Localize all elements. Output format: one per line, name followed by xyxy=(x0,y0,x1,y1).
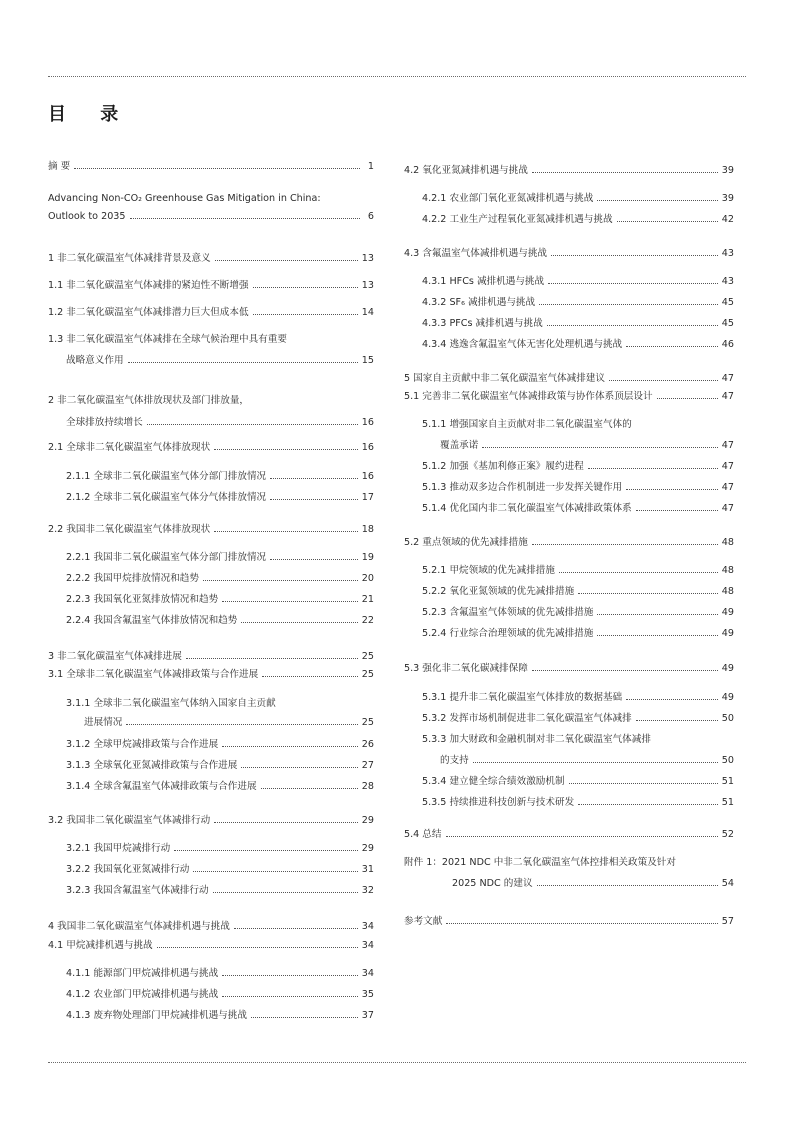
toc-entry[interactable]: 5.1.1 增强国家自主贡献对非二氧化碳温室气体的 xyxy=(422,419,632,430)
toc-entry[interactable]: 4.3.3 PFCs 减排机遇与挑战 45 xyxy=(422,318,734,329)
toc-entry[interactable]: 5.3 强化非二氧化碳减排保障 49 xyxy=(404,663,734,674)
toc-entry[interactable]: 2.1.1 全球非二氧化碳温室气体分部门排放情况 16 xyxy=(66,471,374,482)
toc-entry[interactable]: 4.2 氧化亚氮减排机遇与挑战 39 xyxy=(404,165,734,176)
toc-entry[interactable]: 的支持 50 xyxy=(440,755,734,766)
toc-entry[interactable]: Advancing Non-CO₂ Greenhouse Gas Mitigation in China: xyxy=(48,193,321,204)
toc-entry[interactable]: 5.2.3 含氟温室气体领域的优先减排措施 49 xyxy=(422,607,734,618)
toc-entry[interactable]: 1 非二氧化碳温室气体减排背景及意义 13 xyxy=(48,253,374,264)
toc-entry[interactable]: 5.1.2 加强《基加利修正案》履约进程 47 xyxy=(422,461,734,472)
toc-entry[interactable]: 战略意义作用 15 xyxy=(66,355,374,366)
toc-entry[interactable]: 4.1.1 能源部门甲烷减排机遇与挑战 34 xyxy=(66,968,374,979)
toc-entry[interactable]: 5.2.2 氧化亚氮领域的优先减排措施 48 xyxy=(422,586,734,597)
toc-entry[interactable]: 2.2.4 我国含氟温室气体排放情况和趋势 22 xyxy=(66,615,374,626)
toc-entry[interactable]: 4.1.2 农业部门甲烷减排机遇与挑战 35 xyxy=(66,989,374,1000)
toc-entry[interactable]: 3.1 全球非二氧化碳温室气体减排政策与合作进展 25 xyxy=(48,669,374,680)
toc-entry[interactable]: 4.2.1 农业部门氧化亚氮减排机遇与挑战 39 xyxy=(422,193,734,204)
toc-entry[interactable]: 3.1.1 全球非二氧化碳温室气体纳入国家自主贡献 xyxy=(66,698,276,709)
toc-entry[interactable]: 4.3 含氟温室气体减排机遇与挑战 43 xyxy=(404,248,734,259)
top-dotted-rule xyxy=(48,76,746,77)
toc-entry[interactable]: 2.2 我国非二氧化碳温室气体排放现状 18 xyxy=(48,524,374,535)
toc-entry[interactable]: 进展情况 25 xyxy=(84,717,374,728)
toc-entry[interactable]: 5.2.4 行业综合治理领域的优先减排措施 49 xyxy=(422,628,734,639)
bottom-dotted-rule xyxy=(48,1062,746,1063)
toc-entry[interactable]: 5.1.3 推动双多边合作机制进一步发挥关键作用 47 xyxy=(422,482,734,493)
toc-entry[interactable]: 5.3.2 发挥市场机制促进非二氧化碳温室气体减排 50 xyxy=(422,713,734,724)
toc-entry[interactable]: 全球排放持续增长 16 xyxy=(66,417,374,428)
toc-entry[interactable]: 5.2 重点领域的优先减排措施 48 xyxy=(404,537,734,548)
toc-entry[interactable]: 参考文献 57 xyxy=(404,916,734,927)
toc-entry[interactable]: 4.3.2 SF₆ 减排机遇与挑战 45 xyxy=(422,297,734,308)
toc-entry[interactable]: Outlook to 2035 6 xyxy=(48,211,374,222)
toc-entry[interactable]: 1.3 非二氧化碳温室气体减排在全球气候治理中具有重要 xyxy=(48,334,287,345)
toc-entry[interactable]: 3.2.2 我国氧化亚氮减排行动 31 xyxy=(66,864,374,875)
page-title: 目 录 xyxy=(48,104,133,125)
toc-entry[interactable]: 3 非二氧化碳温室气体减排进展 25 xyxy=(48,651,374,662)
toc-entry[interactable]: 2.1.2 全球非二氧化碳温室气体分气体排放情况 17 xyxy=(66,492,374,503)
toc-entry[interactable]: 3.2.1 我国甲烷减排行动 29 xyxy=(66,843,374,854)
toc-entry[interactable]: 5.3.1 提升非二氧化碳温室气体排放的数据基础 49 xyxy=(422,692,734,703)
toc-entry[interactable]: 5.1.4 优化国内非二氧化碳温室气体减排政策体系 47 xyxy=(422,503,734,514)
toc-entry[interactable]: 1.1 非二氧化碳温室气体减排的紧迫性不断增强 13 xyxy=(48,280,374,291)
toc-entry[interactable]: 覆盖承诺 47 xyxy=(440,440,734,451)
toc-entry[interactable]: 5.3.5 持续推进科技创新与技术研发 51 xyxy=(422,797,734,808)
toc-entry[interactable]: 2.2.2 我国甲烷排放情况和趋势 20 xyxy=(66,573,374,584)
toc-entry[interactable]: 5.4 总结 52 xyxy=(404,829,734,840)
toc-entry[interactable]: 5.1 完善非二氧化碳温室气体减排政策与协作体系顶层设计 47 xyxy=(404,391,734,402)
toc-entry[interactable]: 4.2.2 工业生产过程氧化亚氮减排机遇与挑战 42 xyxy=(422,214,734,225)
toc-entry[interactable]: 附件 1：2021 NDC 中非二氧化碳温室气体控排相关政策及针对 xyxy=(404,857,676,868)
toc-entry[interactable]: 5.3.3 加大财政和金融机制对非二氧化碳温室气体减排 xyxy=(422,734,651,745)
toc-entry[interactable]: 3.1.2 全球甲烷减排政策与合作进展 26 xyxy=(66,739,374,750)
toc-entry[interactable]: 摘 要 1 xyxy=(48,161,374,172)
toc-entry[interactable]: 2.2.1 我国非二氧化碳温室气体分部门排放情况 19 xyxy=(66,552,374,563)
toc-entry[interactable]: 3.2.3 我国含氟温室气体减排行动 32 xyxy=(66,885,374,896)
toc-entry[interactable]: 1.2 非二氧化碳温室气体减排潜力巨大但成本低 14 xyxy=(48,307,374,318)
toc-entry[interactable]: 4.3.4 逃逸含氟温室气体无害化处理机遇与挑战 46 xyxy=(422,339,734,350)
toc-entry[interactable]: 2.1 全球非二氧化碳温室气体排放现状 16 xyxy=(48,442,374,453)
toc-entry[interactable]: 5.3.4 建立健全综合绩效激励机制 51 xyxy=(422,776,734,787)
toc-entry[interactable]: 3.2 我国非二氧化碳温室气体减排行动 29 xyxy=(48,815,374,826)
toc-entry[interactable]: 5 国家自主贡献中非二氧化碳温室气体减排建议 47 xyxy=(404,373,734,384)
toc-entry[interactable]: 3.1.3 全球氧化亚氮减排政策与合作进展 27 xyxy=(66,760,374,771)
toc-entry[interactable]: 3.1.4 全球含氟温室气体减排政策与合作进展 28 xyxy=(66,781,374,792)
toc-entry[interactable]: 4.3.1 HFCs 减排机遇与挑战 43 xyxy=(422,276,734,287)
toc-entry[interactable]: 2025 NDC 的建议 54 xyxy=(452,878,734,889)
toc-entry[interactable]: 4.1.3 废弃物处理部门甲烷减排机遇与挑战 37 xyxy=(66,1010,374,1021)
toc-entry[interactable]: 4.1 甲烷减排机遇与挑战 34 xyxy=(48,940,374,951)
toc-entry[interactable]: 2 非二氧化碳温室气体排放现状及部门排放量， xyxy=(48,395,250,406)
toc-entry[interactable]: 2.2.3 我国氧化亚氮排放情况和趋势 21 xyxy=(66,594,374,605)
toc-entry[interactable]: 4 我国非二氧化碳温室气体减排机遇与挑战 34 xyxy=(48,921,374,932)
toc-entry[interactable]: 5.2.1 甲烷领域的优先减排措施 48 xyxy=(422,565,734,576)
